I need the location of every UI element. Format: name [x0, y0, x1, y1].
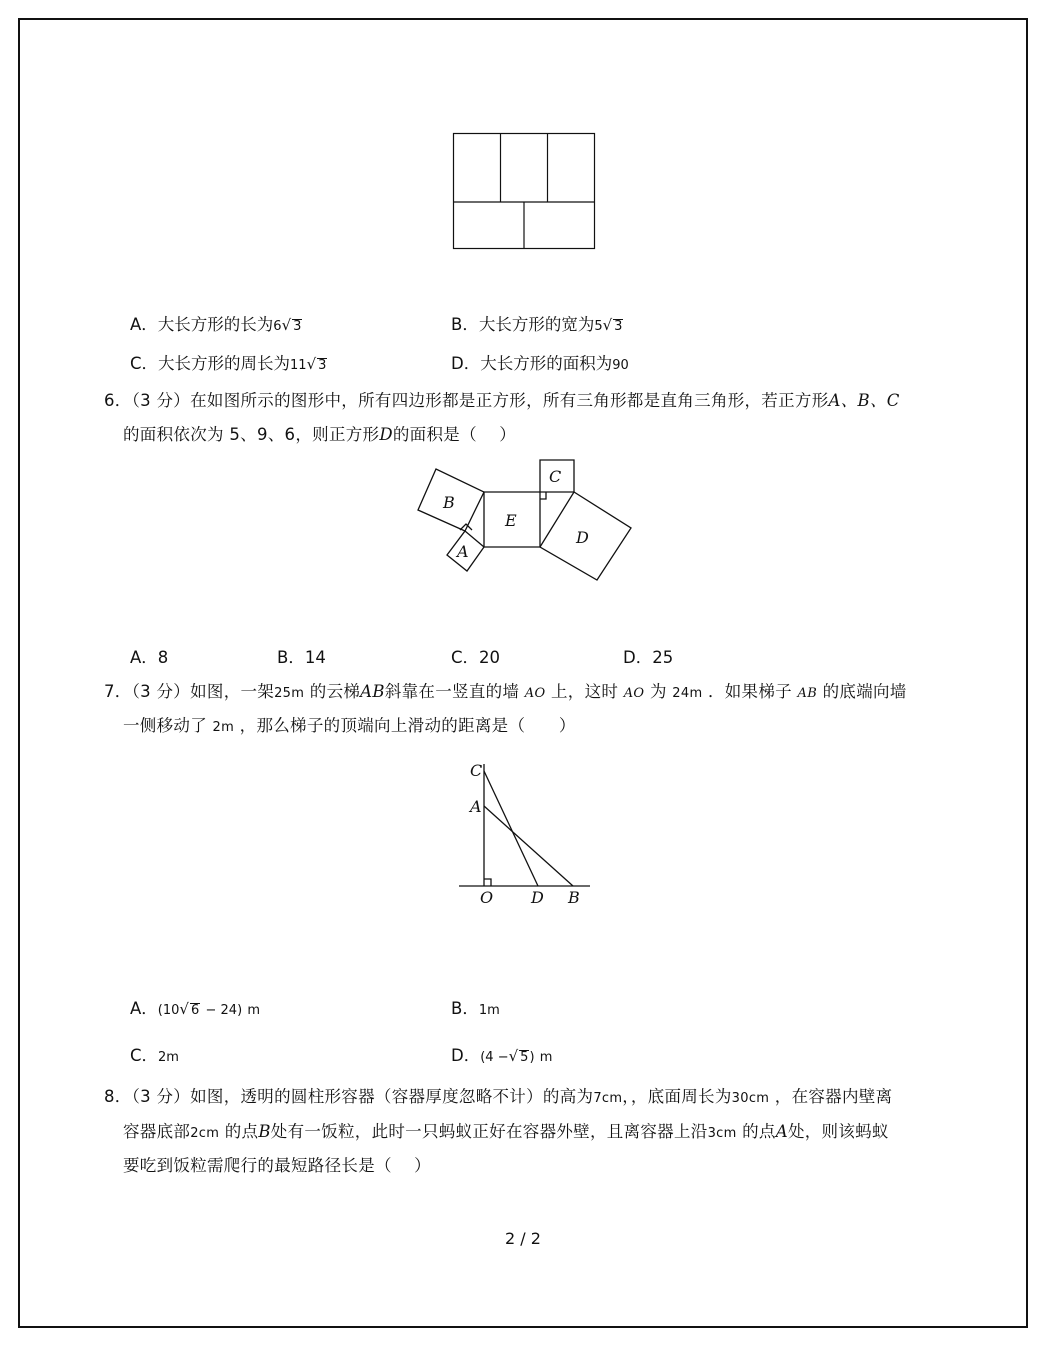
option-value: 2m [158, 1050, 179, 1065]
option-text: 大长方形的宽为 [478, 315, 595, 334]
label-o: O [480, 888, 494, 907]
q8-stem-line2 [123, 1121, 889, 1145]
stem-text: 的面积是（ ） [392, 425, 517, 444]
q6-option-d[interactable]: D．25 [623, 648, 674, 667]
q7-option-d[interactable] [451, 1045, 552, 1069]
option-prefix: B． [451, 315, 479, 334]
option-text: 大长方形的长为 [157, 315, 274, 334]
option-lead: 4 − [485, 1050, 509, 1065]
q8-stem-line3: 要吃到饭粒需爬行的最短路径长是（ ） [123, 1156, 431, 1175]
bottom-distance: 2cm [190, 1126, 220, 1141]
label-e: E [505, 511, 517, 530]
option-coefficient: 6 [273, 319, 282, 334]
label-a: A [470, 797, 482, 816]
stem-text: ，底面周长为 [630, 1087, 732, 1106]
stem-text: 的底端向墙 [822, 682, 907, 701]
option-coefficient: 11 [290, 358, 307, 373]
stem-text: 容器底部 [123, 1122, 191, 1141]
question-number: 8． [104, 1087, 132, 1106]
stem-text: 如图，一架 [190, 682, 275, 701]
stem-text: 在如图所示的图形中，所有四边形都是正方形，所有三角形都是直角三角形，若正方形 [190, 391, 829, 410]
paren-close: ) [529, 1050, 535, 1065]
option-radicand: 5 [520, 1050, 529, 1065]
ladder-length: 25m [274, 686, 305, 701]
question-score: （3 分） [131, 391, 191, 410]
label-b: B [443, 493, 455, 512]
segment-ao: AO [524, 686, 546, 701]
label-a: A [457, 542, 469, 561]
square-label: D [379, 425, 393, 444]
stem-text: 的云梯 [309, 682, 361, 701]
ladder-ab [484, 806, 573, 886]
q7-option-c[interactable] [130, 1045, 179, 1069]
stem-text: ．如果梯子 [707, 682, 792, 701]
option-prefix: C． [130, 1046, 159, 1065]
q8-stem-line1: 8．（3 分）如图，透明的圆柱形容器（容器厚度忽略不计）的高为7cm，，底面周长为30cm ，在容器内壁离 [104, 1087, 893, 1106]
height-value: 24m [672, 686, 703, 701]
stem-text: 的点 [224, 1122, 259, 1141]
stem-text: 的点 [742, 1122, 776, 1141]
perimeter-value: 30cm [731, 1091, 770, 1106]
label-c: C [470, 761, 483, 780]
sqrt-icon: √ [281, 316, 292, 334]
sqrt-icon: √ [508, 1047, 519, 1065]
segment-ab: AB [797, 686, 818, 701]
option-prefix: D． [451, 1046, 481, 1065]
option-prefix: C． [130, 354, 159, 373]
option-radicand: 3 [614, 319, 623, 334]
point-b: B [258, 1122, 271, 1141]
stem-text: ，那么梯子的顶端向上滑动的距离是（ ） [239, 716, 576, 735]
paren-open: ( [157, 1003, 163, 1018]
option-prefix: A． [130, 315, 158, 334]
option-value: 1m [478, 1003, 500, 1018]
question-score: （3 分） [131, 1087, 191, 1106]
top-distance: 3cm [707, 1126, 737, 1141]
stem-text: 斜靠在一竖直的墙 [384, 682, 520, 701]
q7-option-a[interactable] [130, 998, 260, 1022]
stem-text: 一侧移动了 [123, 716, 207, 735]
paren-open: ( [480, 1050, 486, 1065]
option-prefix: A． [130, 999, 158, 1018]
option-rest: − 24 [205, 1003, 238, 1018]
sqrt-icon: √ [306, 355, 317, 373]
option-radicand: 3 [293, 319, 302, 334]
label-b: B [568, 888, 580, 907]
q6-option-c[interactable]: C．20 [451, 648, 501, 667]
sqrt-icon: √ [179, 1000, 189, 1018]
option-text: 大长方形的周长为 [158, 354, 291, 373]
label-d: D [531, 888, 544, 907]
q6-option-a[interactable]: A．8 [130, 648, 169, 667]
option-value: 90 [612, 358, 629, 373]
label-c: C [549, 467, 562, 486]
option-unit: m [247, 1003, 261, 1018]
stem-text: 上，这时 [550, 682, 619, 701]
stem-text: 的面积依次为 5、9、6，则正方形 [123, 425, 380, 444]
option-text: 大长方形的面积为 [480, 354, 613, 373]
question-number: 6． [104, 391, 132, 410]
segment-ab: AB [360, 682, 385, 701]
option-coefficient: 5 [594, 319, 603, 334]
segment-ao: AO [623, 686, 645, 701]
option-radicand: 6 [190, 1003, 200, 1018]
stem-text: 如图，透明的圆柱形容器（容器厚度忽略不计）的高为 [190, 1087, 594, 1106]
point-a: A [775, 1122, 788, 1141]
square-labels: A、B、C [828, 391, 900, 410]
ladder-cd [484, 771, 538, 886]
option-prefix: D． [451, 354, 481, 373]
option-radicand: 3 [318, 358, 327, 373]
stem-text: ，在容器内壁离 [774, 1087, 893, 1106]
q7-option-b[interactable] [451, 998, 500, 1022]
label-d: D [576, 528, 589, 547]
stem-text: 为 [649, 682, 667, 701]
stem-text: 处，则该蚂蚁 [787, 1122, 889, 1141]
sqrt-icon: √ [602, 316, 613, 334]
option-prefix: B． [451, 999, 479, 1018]
question-score: （3 分） [131, 682, 191, 701]
stem-text: 处有一饭粒，此时一只蚂蚁正好在容器外壁，且离容器上沿 [270, 1122, 708, 1141]
q6-option-b[interactable]: B．14 [277, 648, 326, 667]
move-distance: 2m [212, 720, 235, 735]
option-unit: m [539, 1050, 553, 1065]
question-number: 7． [104, 682, 132, 701]
height-value: 7cm [593, 1091, 623, 1106]
option-coefficient: 10 [162, 1003, 180, 1018]
paren-close: ) [237, 1003, 243, 1018]
page-number: 2 / 2 [505, 1229, 541, 1248]
